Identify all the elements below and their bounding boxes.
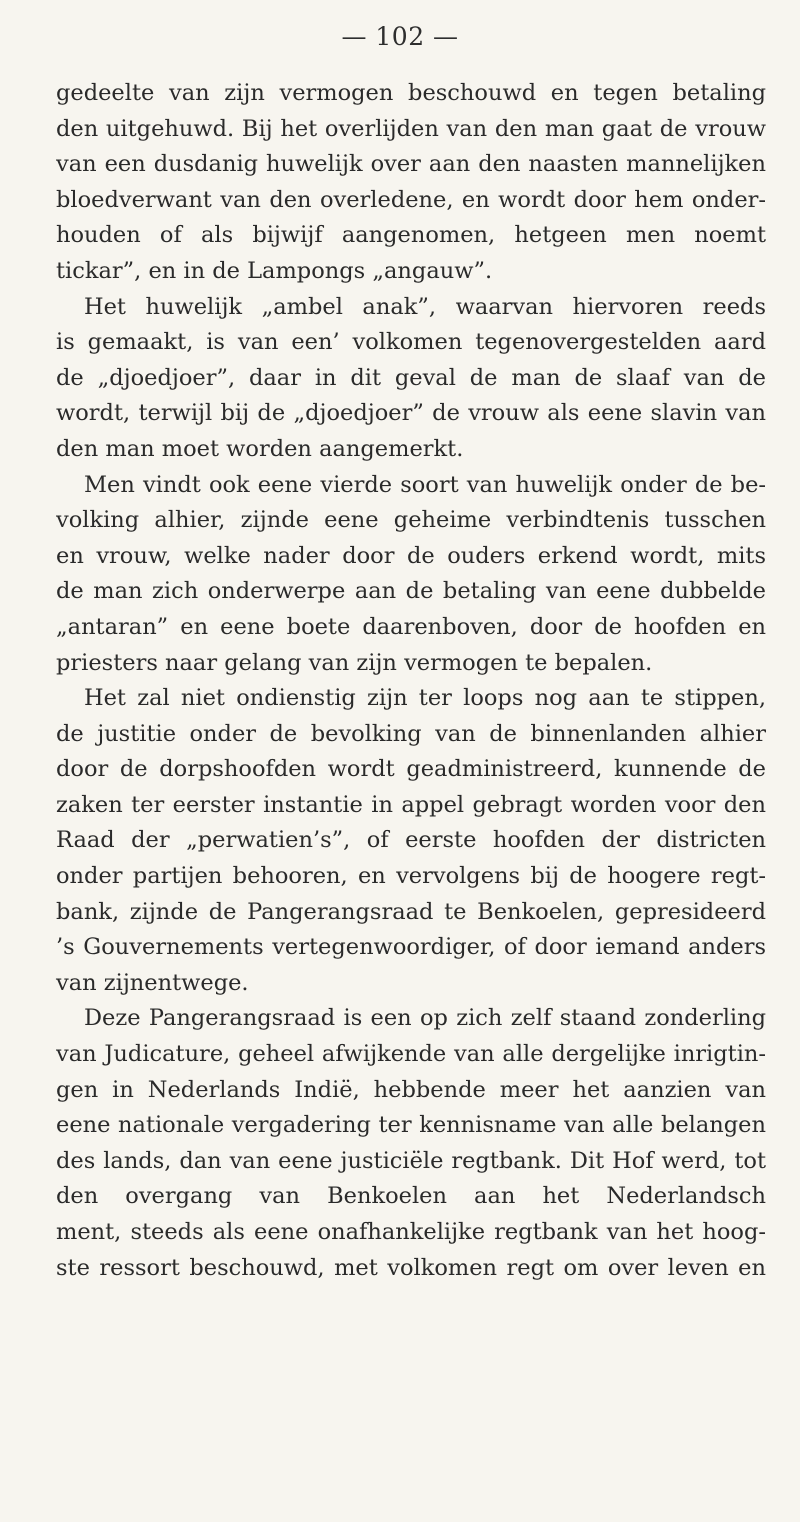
text-line: Het zal niet ondienstig zijn ter loops nog aan te stippen, (84, 685, 766, 712)
text-line: gedeelte van zijn vermogen beschouwd en tegen betaling (56, 80, 766, 106)
body-text (56, 76, 766, 1286)
text-line: van een dusdanig huwelijk over aan den naasten mannelijken (56, 151, 766, 178)
text-line: onder partijen behooren, en vervolgens bij de hoogere regt- (56, 863, 766, 890)
page-number: — 102 — (341, 22, 459, 51)
text-line: en vrouw, welke nader door de ouders erkend wordt, mits (56, 542, 766, 569)
text-line: zaken ter eerster instantie in appel gebragt worden voor den (56, 791, 766, 818)
text-line: den overgang van Benkoelen aan het Nederlandsch (56, 1183, 766, 1210)
text-line: priesters naar gelang van zijn vermogen te bepalen. (56, 649, 653, 676)
text-line: door de dorpshoofden wordt geadministreerd, kunnende de (56, 756, 766, 783)
text-line: volking alhier, zijnde eene geheime verbindtenis tusschen (56, 507, 766, 534)
text-line: de „djoedjoer”, daar in dit geval de man de slaaf van de (56, 364, 766, 391)
text-line: Men vindt ook eene vierde soort van huwelijk onder de be- (84, 471, 766, 498)
text-line: eene nationale vergadering ter kennisname van alle belangen (56, 1112, 766, 1139)
text-line: Het huwelijk „ambel anak”, waarvan hiervoren reeds (84, 293, 766, 320)
text-line: ’s Gouvernements vertegenwoordiger, of door iemand anders (56, 934, 766, 961)
text-line: bank, zijnde de Pangerangsraad te Benkoelen, gepresideerd (56, 898, 766, 925)
text-line: des lands, dan van eene justiciële regtbank. Dit Hof werd, tot (56, 1147, 766, 1174)
text-line: de man zich onderwerpe aan de betaling van eene dubbelde (56, 578, 766, 605)
text-line: tickar”, en in de Lampongs „angauw”. (56, 257, 493, 284)
text-line: „antaran” en eene boete daarenboven, door de hoofden en (56, 613, 766, 640)
text-line: den man moet worden aangemerkt. (56, 435, 464, 462)
text-line: van zijnentwege. (56, 969, 249, 996)
text-line: houden of als bijwijf aangenomen, hetgeen men noemt (56, 222, 766, 249)
text-line: gen in Nederlands Indië, hebbende meer het aanzien van (56, 1076, 766, 1103)
text-line: ment, steeds als eene onafhankelijke regtbank van het hoog- (56, 1219, 766, 1245)
text-line: den uitgehuwd. Bij het overlijden van den man gaat de vrouw (56, 115, 766, 142)
text-line: ste ressort beschouwd, met volkomen regt om over leven en (56, 1254, 766, 1281)
text-line: Raad der „perwatien’s”, of eerste hoofden der districten (56, 827, 766, 854)
text-line: is gemaakt, is van een’ volkomen tegenovergestelden aard (56, 329, 766, 356)
text-line: de justitie onder de bevolking van de binnenlanden alhier (56, 720, 766, 747)
text-line: van Judicature, geheel afwijkende van alle dergelijke inrigtin- (56, 1041, 766, 1068)
text-line: wordt, terwijl bij de „djoedjoer” de vrouw als eene slavin van (56, 400, 766, 427)
text-line: Deze Pangerangsraad is een op zich zelf staand zonderling (84, 1005, 766, 1032)
text-line: bloedverwant van den overledene, en wordt door hem onder- (56, 186, 766, 213)
